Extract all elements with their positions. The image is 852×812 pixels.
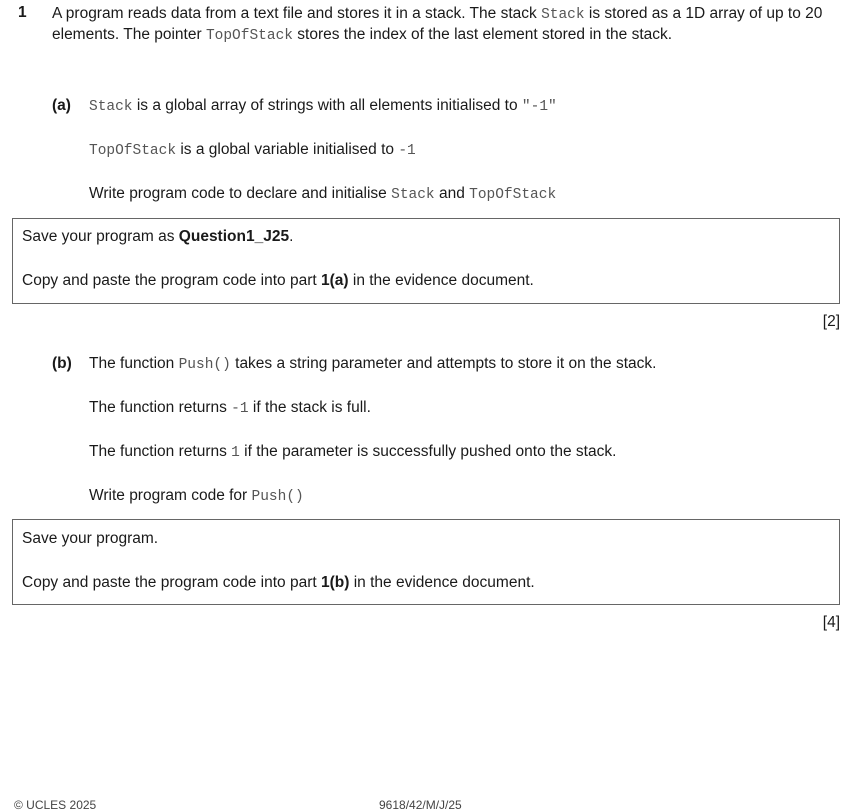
part-a-save-instruction: Save your program as Question1_J25. xyxy=(22,228,294,245)
part-b-save-instruction: Save your program. xyxy=(22,530,159,547)
part-a-line3: Write program code to declare and initialise Stack and TopOfStack xyxy=(89,185,557,203)
part-b-copy-instruction: Copy and paste the program code into part 1(b) in the evidence document. xyxy=(22,574,535,591)
question-number: 1 xyxy=(18,4,27,21)
part-b-line4: Write program code for Push() xyxy=(89,487,304,505)
part-a-copy-instruction: Copy and paste the program code into part 1(a) in the evidence document. xyxy=(22,272,534,289)
part-a-marks: [2] xyxy=(822,313,840,330)
part-b-instruction-box xyxy=(12,519,840,605)
part-b-line1: The function Push() takes a string parameter and attempts to store it on the stack. xyxy=(89,355,657,373)
part-b-line2: The function returns -1 if the stack is full. xyxy=(89,399,371,417)
part-a-instruction-box xyxy=(12,218,840,304)
part-b-line3: The function returns 1 if the parameter is successfully pushed onto the stack. xyxy=(89,443,617,461)
footer-copyright: © UCLES 2025 xyxy=(14,798,97,812)
part-b-label: (b) xyxy=(52,355,72,372)
part-a-line2: TopOfStack is a global variable initialised to -1 xyxy=(89,141,416,159)
question-intro: A program reads data from a text file and stores it in a stack. The stack Stack is stored as a 1D array of up to 20 elements. The pointer TopOfStack stores the index of the last element stored in the stack. xyxy=(52,5,823,44)
part-a-line1: Stack is a global array of strings with all elements initialised to "-1" xyxy=(89,97,557,115)
footer-code: 9618/42/M/J/25 xyxy=(379,798,462,812)
part-b-marks: [4] xyxy=(822,614,840,631)
part-a-label: (a) xyxy=(52,97,71,114)
